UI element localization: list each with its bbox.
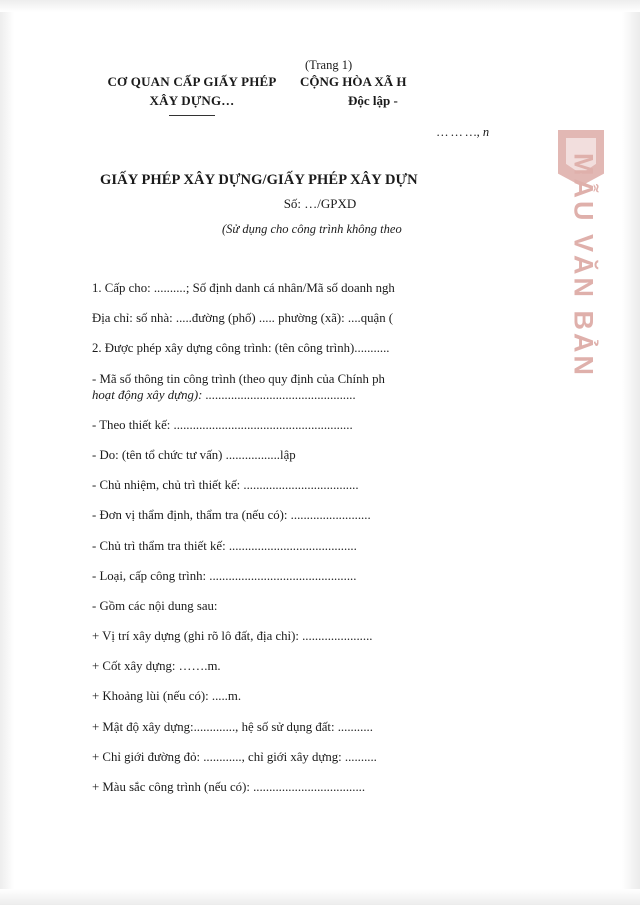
watermark-shield-inner-icon (566, 138, 596, 174)
body-line: - Gồm các nội dung sau: (92, 598, 218, 613)
document-subtitle: (Sử dụng cho công trình không theo (222, 222, 402, 236)
body-line: - Đơn vị thẩm định, thẩm tra (nếu có): ......................... (92, 508, 371, 523)
body-line: - Loại, cấp công trình: .............................................. (92, 568, 357, 583)
watermark-text: MẪU VĂN BẢN (568, 153, 599, 378)
body-line: + Mật độ xây dựng:............., hệ số sử dụng đất: ........... (92, 719, 373, 734)
national-heading-line-1: CỘNG HÒA XÃ H (300, 74, 407, 89)
body-line: + Màu sắc công trình (nếu có): ................................... (92, 780, 366, 794)
body-line: Địa chỉ: số nhà: .....đường (phố) ..... phường (xã): ....quận ( (92, 311, 394, 326)
body-line: + Chỉ giới đường đỏ: ............, chỉ giới xây dựng: .......... (92, 749, 377, 764)
body-line: + Vị trí xây dựng (ghi rõ lô đất, địa chỉ): ...................... (92, 629, 373, 644)
body-line: - Theo thiết kế: ........................................................ (92, 417, 353, 432)
document-number: Số: …/GPXD (283, 196, 357, 211)
issuing-authority-line-2: XÂY DỰNG… (149, 93, 235, 108)
national-heading-line-2: Độc lập - (348, 93, 398, 108)
date-line: … … …, n (437, 125, 490, 139)
header-divider-rule (169, 115, 215, 116)
body-line: - Mã số thông tin công trình (theo quy định của Chính ph (92, 371, 385, 386)
body-line: - Chủ nhiệm, chủ trì thiết kế: .................................... (92, 478, 359, 493)
body-line: + Khoảng lùi (nếu có): .....m. (92, 689, 242, 704)
national-heading-block (300, 72, 600, 110)
body-line: 2. Được phép xây dựng công trình: (tên công trình)........... (92, 341, 390, 356)
page-title: GIẤY PHÉP XÂY DỰNG/GIẤY PHÉP XÂY DỰN (100, 172, 418, 188)
body-line: - Chủ trì thẩm tra thiết kế: ........................................ (92, 538, 357, 553)
body-line: hoạt động xây dựng): ............................................... (92, 387, 356, 402)
document-body (92, 280, 562, 809)
body-line: + Cốt xây dựng: …….m. (92, 659, 221, 674)
body-line: - Do: (tên tổ chức tư vấn) .................lập (92, 447, 296, 462)
issuing-authority-line-1: CƠ QUAN CẤP GIẤY PHÉP (107, 74, 277, 89)
issuing-authority-block (92, 72, 292, 116)
page-number-label: (Trang 1) (305, 58, 353, 72)
body-line: 1. Cấp cho: ..........; Số định danh cá nhân/Mã số doanh ngh (92, 281, 395, 295)
